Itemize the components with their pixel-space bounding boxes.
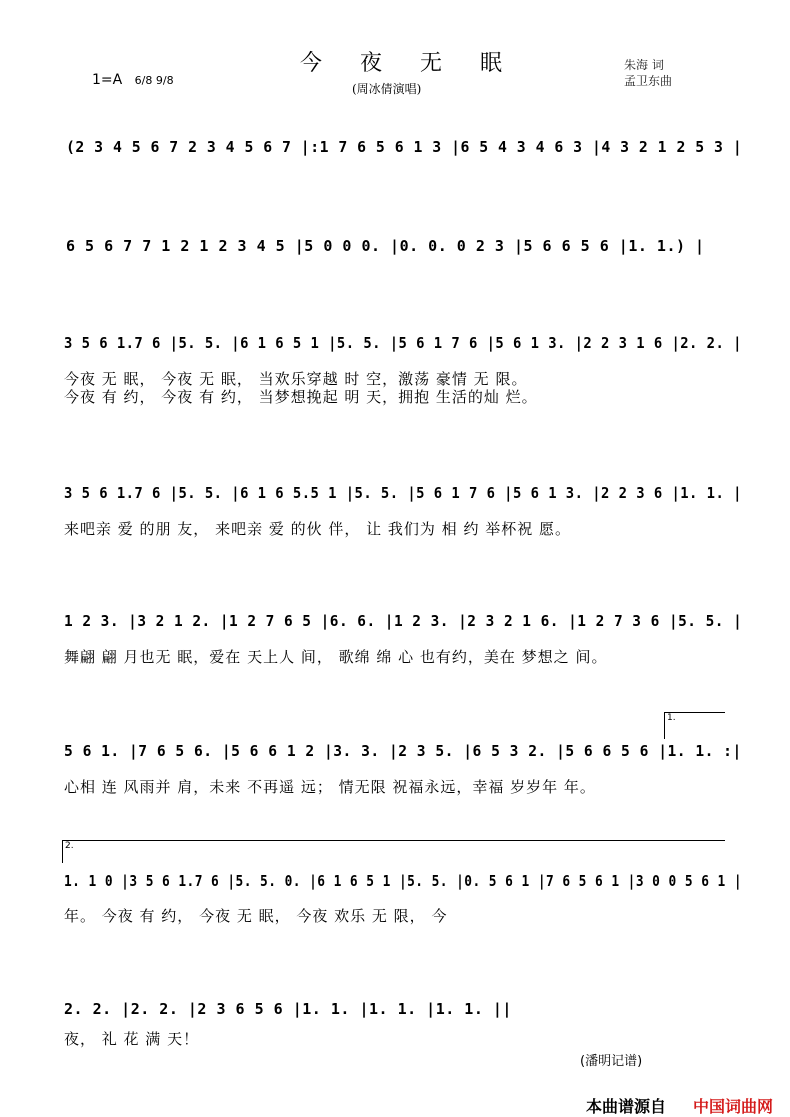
first-ending-label: 1. (667, 713, 676, 723)
lyric-row-8: 夜， 礼 花 满 天！ (64, 1030, 200, 1048)
lyric-row-4: 来吧亲 爱 的朋 友， 来吧亲 爱 的伙 伴， 让 我们为 相 约 举杯祝 愿。 (64, 520, 571, 538)
notation-row-5: 1 2 3. |3 2 1 2. |1 2 7 6 5 |6. 6. |1 2 3. |2 3 2 1 6. |1 2 7 3 6 |5. 5. | (64, 612, 743, 630)
site-name-link[interactable]: 中国词曲网 (693, 1097, 774, 1116)
key-signature (92, 72, 174, 88)
notation-row-8: 2. 2. |2. 2. |2 3 6 5 6 |1. 1. |1. 1. |1. 1. || (64, 1000, 512, 1018)
composer-credit: 孟卫东曲 (624, 74, 673, 88)
source-label: 本曲谱源自 (586, 1097, 667, 1116)
time-signatures: 6/8 9/8 (134, 74, 174, 87)
lyric-row-5: 舞翩 翩 月也无 眠，爱在 天上人 间， 歌绵 绵 心 也有约，美在 梦想之 间。 (64, 648, 608, 666)
performer-subtitle: (周冰倩演唱) (352, 82, 422, 96)
notation-row-7: 1. 1 0 |3 5 6 1.7 6 |5. 5. 0. |6 1 6 5 1 |5. 5. |0. 5 6 1 |7 6 5 6 1 |3 0 0 5 6 1 | (64, 872, 743, 890)
second-ending-bracket (62, 840, 725, 863)
second-ending-label: 2. (65, 841, 74, 851)
lyric-row-7: 年。 今夜 有 约， 今夜 无 眠， 今夜 欢乐 无 限， 今 (64, 907, 448, 925)
notation-row-2: 6 5 6 7 7 1 2 1 2 3 4 5 |5 0 0 0. |0. 0. 0 2 3 |5 6 6 5 6 |1. 1.) | (66, 237, 705, 255)
notation-row-6: 5 6 1. |7 6 5 6. |5 6 6 1 2 |3. 3. |2 3 5. |6 5 3 2. |5 6 6 5 6 |1. 1. :| (64, 742, 742, 760)
lyric-row-6: 心相 连 风雨并 肩，未来 不再遥 远； 情无限 祝福永远，幸福 岁岁年 年。 (64, 778, 596, 796)
song-title: 今夜无眠 (300, 51, 541, 76)
notation-row-1: (2 3 4 5 6 7 2 3 4 5 6 7 |:1 7 6 5 6 1 3 |6 5 4 3 4 6 3 |4 3 2 1 2 5 3 | (66, 138, 743, 156)
lyric-row-3-verse-1: 今夜 无 眠， 今夜 无 眠， 当欢乐穿越 时 空，激荡 豪情 无 限。 (64, 370, 528, 388)
key-label: 1=A (92, 72, 123, 88)
notation-row-4: 3 5 6 1.7 6 |5. 5. |6 1 6 5.5 1 |5. 5. |5 6 1 7 6 |5 6 1 3. |2 2 3 6 |1. 1. | (64, 484, 742, 502)
notation-row-3: 3 5 6 1.7 6 |5. 5. |6 1 6 5 1 |5. 5. |5 6 1 7 6 |5 6 1 3. |2 2 3 1 6 |2. 2. | (64, 334, 742, 352)
lyricist-credit: 朱海 词 (624, 58, 664, 72)
transcriber-credit: (潘明记谱) (580, 1054, 643, 1069)
lyric-row-3-verse-2: 今夜 有 约， 今夜 有 约， 当梦想挽起 明 天，拥抱 生活的灿 烂。 (64, 388, 538, 406)
first-ending-bracket (664, 712, 725, 739)
